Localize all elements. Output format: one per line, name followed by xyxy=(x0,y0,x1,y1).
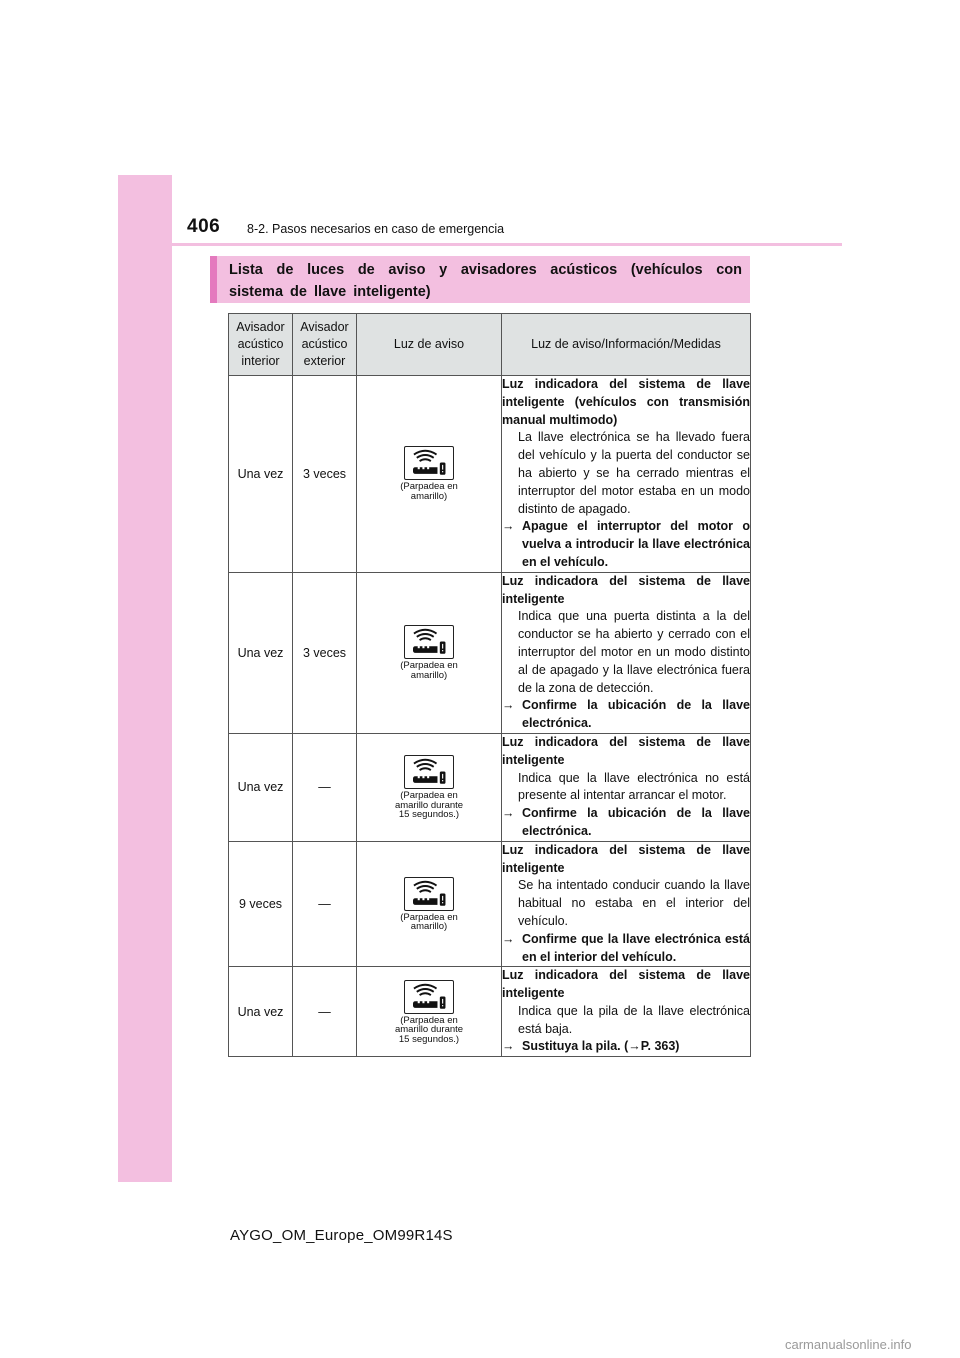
header-warning-light: Luz de aviso xyxy=(357,314,502,376)
warning-light-cell xyxy=(357,841,502,967)
header-info: Luz de aviso/Información/Medidas xyxy=(502,314,751,376)
arrow-right-icon: → xyxy=(502,519,515,534)
warning-table xyxy=(228,313,751,1057)
info-action xyxy=(502,697,750,733)
exterior-buzzer-cell: 3 veces xyxy=(293,572,357,733)
info-cell xyxy=(502,841,751,967)
info-title: Luz indicadora del sistema de llave inteligente xyxy=(502,734,750,767)
info-description: Se ha intentado conducir cuando la llave habitual no estaba en el interior del vehículo. xyxy=(518,878,750,928)
info-action-text: Confirme la ubicación de la llave electrónica. xyxy=(522,698,750,731)
arrow-right-icon: → xyxy=(502,931,515,946)
table-row xyxy=(229,376,751,573)
info-action-text: Confirme que la llave electrónica está en el interior del vehículo. xyxy=(522,931,750,964)
info-action xyxy=(502,931,750,967)
info-action xyxy=(502,805,750,841)
warning-light-caption: (Parpadea en amarillo) xyxy=(400,911,458,932)
header-interior-buzzer: Avisador acústico interior xyxy=(229,314,293,376)
smart-key-warning-icon xyxy=(404,877,454,911)
info-title: Luz indicadora del sistema de llave inteligente xyxy=(502,968,750,1001)
info-action xyxy=(502,1038,750,1056)
info-description: Indica que la llave electrónica no está presente al intentar arrancar el motor. xyxy=(518,770,750,803)
arrow-right-icon: → xyxy=(502,698,515,713)
warning-light-caption: (Parpadea en amarillo durante 15 segundos.) xyxy=(394,1014,464,1045)
smart-key-warning-icon xyxy=(404,980,454,1014)
interior-buzzer-cell: Una vez xyxy=(229,733,293,841)
interior-buzzer-cell: 9 veces xyxy=(229,841,293,967)
warning-light-cell xyxy=(357,572,502,733)
info-cell xyxy=(502,572,751,733)
table-header-row xyxy=(229,314,751,376)
chapter-title: 8-2. Pasos necesarios en caso de emergencia xyxy=(247,222,505,236)
header-exterior-buzzer: Avisador acústico exterior xyxy=(293,314,357,376)
arrow-right-icon: → xyxy=(502,806,515,821)
info-action-text: Confirme la ubicación de la llave electrónica. xyxy=(522,806,750,838)
interior-buzzer-cell: Una vez xyxy=(229,967,293,1057)
table-row xyxy=(229,967,751,1057)
side-color-band xyxy=(118,175,172,1182)
info-cell xyxy=(502,376,751,573)
info-description: Indica que la pila de la llave electrónica está baja. xyxy=(518,1003,750,1036)
warning-light-caption: (Parpadea en amarillo) xyxy=(400,660,458,681)
warning-light-cell xyxy=(357,967,502,1057)
watermark: carmanualsonline.info xyxy=(785,1337,912,1352)
info-action-text: Sustituya la pila. (→P. 363) xyxy=(522,1039,680,1054)
exterior-buzzer-cell: — xyxy=(293,733,357,841)
smart-key-warning-icon xyxy=(404,625,454,659)
document-id: AYGO_OM_Europe_OM99R14S xyxy=(230,1227,453,1244)
exterior-buzzer-cell: — xyxy=(293,841,357,967)
table-row xyxy=(229,733,751,841)
arrow-right-icon: → xyxy=(502,1039,515,1054)
smart-key-warning-icon xyxy=(404,446,454,480)
interior-buzzer-cell: Una vez xyxy=(229,572,293,733)
header-divider xyxy=(172,243,842,246)
info-title: Luz indicadora del sistema de llave inteligente (vehículos con transmisión manual multimodo) xyxy=(502,377,750,427)
info-action-text: Apague el interruptor del motor o vuelva a introducir la llave electrónica en el vehículo. xyxy=(522,519,750,569)
warning-light-caption: (Parpadea en amarillo durante 15 segundos.) xyxy=(394,790,464,821)
section-title: Lista de luces de aviso y avisadores acústicos (vehículos con sistema de llave inteligente) xyxy=(210,256,750,303)
warning-light-caption: (Parpadea en amarillo) xyxy=(400,481,458,502)
interior-buzzer-cell: Una vez xyxy=(229,376,293,573)
page-number: 406 xyxy=(187,216,221,237)
table-row xyxy=(229,841,751,967)
info-title: Luz indicadora del sistema de llave inteligente xyxy=(502,842,750,875)
info-description: Indica que una puerta distinta a la del conductor se ha abierto y cerrado con el interruptor del motor en un modo distinto al de apagado y la llave electrónica fuera de la zona de detección. xyxy=(518,609,750,695)
info-title: Luz indicadora del sistema de llave inteligente xyxy=(502,573,750,606)
smart-key-warning-icon xyxy=(404,755,454,789)
table-row xyxy=(229,572,751,733)
info-cell xyxy=(502,733,751,841)
exterior-buzzer-cell: — xyxy=(293,967,357,1057)
exterior-buzzer-cell: 3 veces xyxy=(293,376,357,573)
info-cell xyxy=(502,967,751,1057)
info-description: La llave electrónica se ha llevado fuera del vehículo y la puerta del conductor se ha abierto y se ha cerrado mientras el interruptor del motor estaba en un modo distinto de apagado. xyxy=(518,430,750,516)
info-action xyxy=(502,518,750,571)
warning-light-cell xyxy=(357,733,502,841)
warning-light-cell xyxy=(357,376,502,573)
